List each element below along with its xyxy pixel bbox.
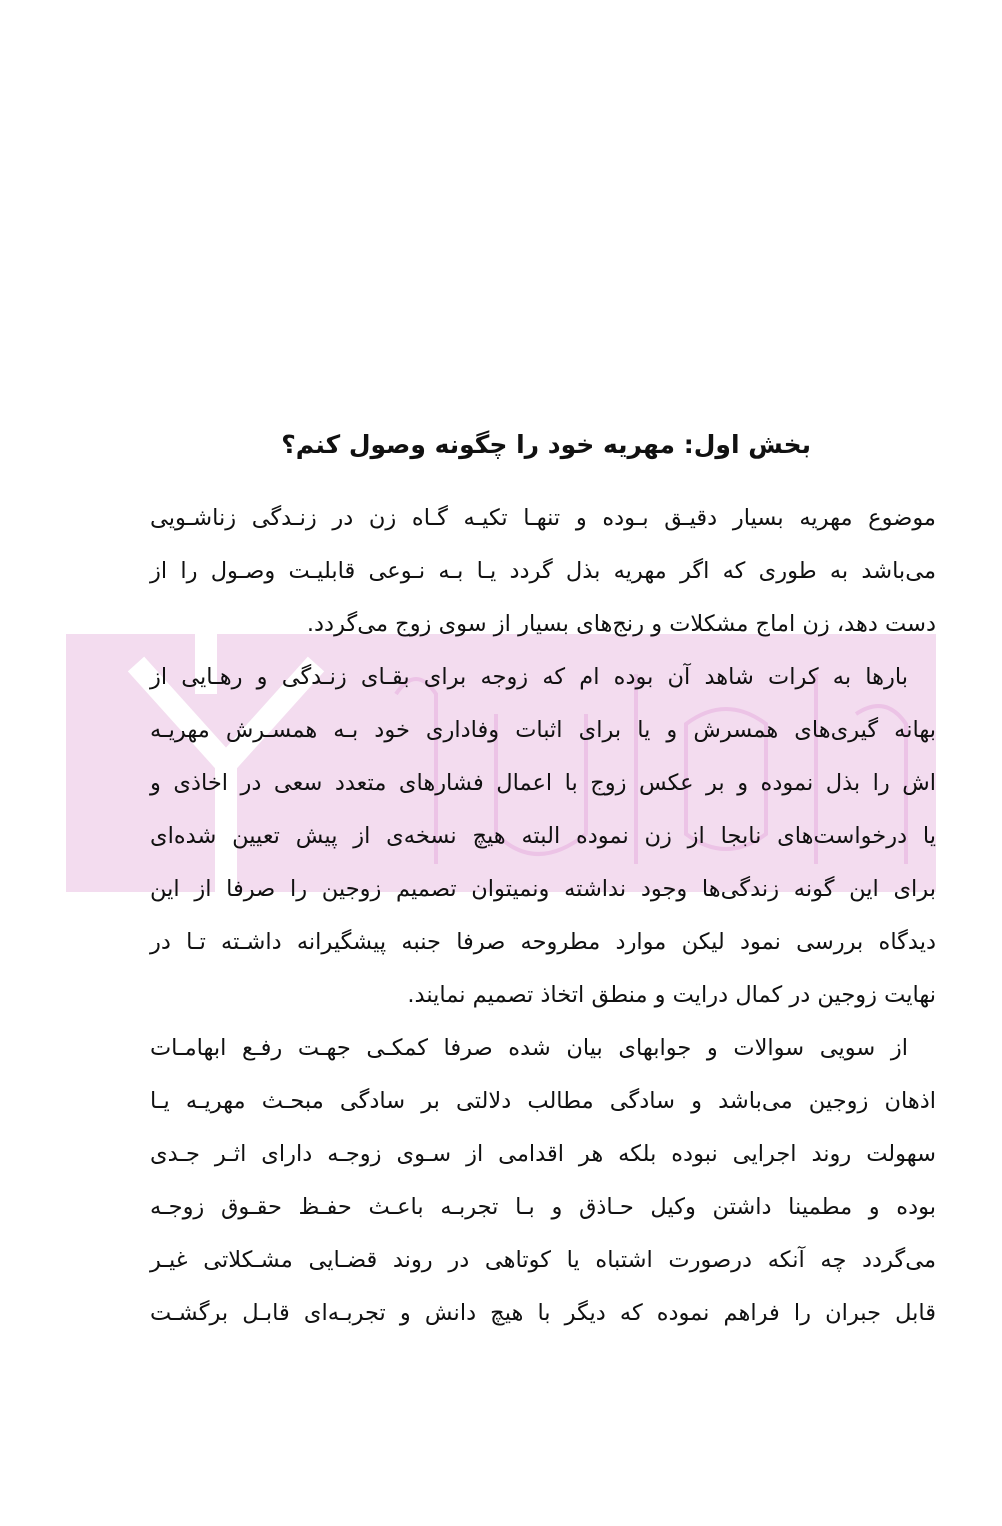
- text-line: می‌گردد چه آنکه درصورت اشتباه یا کوتاهی در روند قضـایی مشـکلاتی غیـر: [150, 1247, 936, 1273]
- document-page: [150, 420, 936, 1340]
- text-line: اذهان زوجین می‌باشد و سادگی مطالب دلالتی بر سادگی مبحـث مهریـه یـا: [150, 1088, 936, 1114]
- text-line: قابل جبران را فراهم نموده که دیگر با هیچ دانش و تجربـه‌ای قابـل برگشـت: [150, 1300, 936, 1326]
- text-line: بارها به کرات شاهد آن بوده ام که زوجه برای بقـای زنـدگی و رهـایی از: [150, 664, 908, 690]
- text-line: یا درخواست‌های نابجا از زن نموده البته هیچ نسخه‌ی از پیش تعیین شده‌ای: [150, 823, 936, 849]
- text-line: دیدگاه بررسی نمود لیکن موارد مطروحه صرفا جنبه پیشگیرانه داشـته تـا در: [150, 929, 936, 955]
- text-line: بوده و مطمینا داشتن وکیل حـاذق و بـا تجربـه باعـث حفـظ حقـوق زوجـه: [150, 1194, 936, 1220]
- paragraph-2: [150, 651, 936, 1022]
- text-line: بهانه گیری‌های همسرش و یا برای اثبات وفاداری خود بـه همسـرش مهریـه: [150, 717, 936, 743]
- text-line: برای این گونه زندگی‌ها وجود نداشته ونمیتوان تصمیم زوجین را صرفا از این: [150, 876, 936, 902]
- section-heading: بخش اول: مهریه خود را چگونه وصول کنم؟: [281, 430, 811, 459]
- text-line: سهولت روند اجرایی نبوده بلکه هر اقدامی از سـوی زوجـه دارای اثـر جـدی: [150, 1141, 936, 1167]
- paragraph-3: [150, 1022, 936, 1340]
- text-line: می‌باشد به طوری که اگر مهریه بذل گردد یـا بـه نـوعی قابلیـت وصـول را از: [150, 558, 936, 584]
- text-line: اش را بذل نموده و بر عکس زوج با اعمال فشارهای متعدد سعی در اخاذی و: [150, 770, 936, 796]
- text-line: موضوع مهریه بسیار دقیـق بـوده و تنهـا تکیـه گـاه زن در زنـدگی زناشـویی: [150, 505, 936, 531]
- paragraph-1: [150, 492, 936, 651]
- text-line: نهایت زوجین در کمال درایت و منطق اتخاذ تصمیم نمایند.: [407, 982, 936, 1008]
- text-line: دست دهد، زن اماج مشکلات و رنج‌های بسیار از سوی زوج می‌گردد.: [306, 611, 936, 637]
- text-line: از سویی سوالات و جوابهای بیان شده صرفا کمکـی جهـت رفـع ابهامـات: [150, 1035, 908, 1061]
